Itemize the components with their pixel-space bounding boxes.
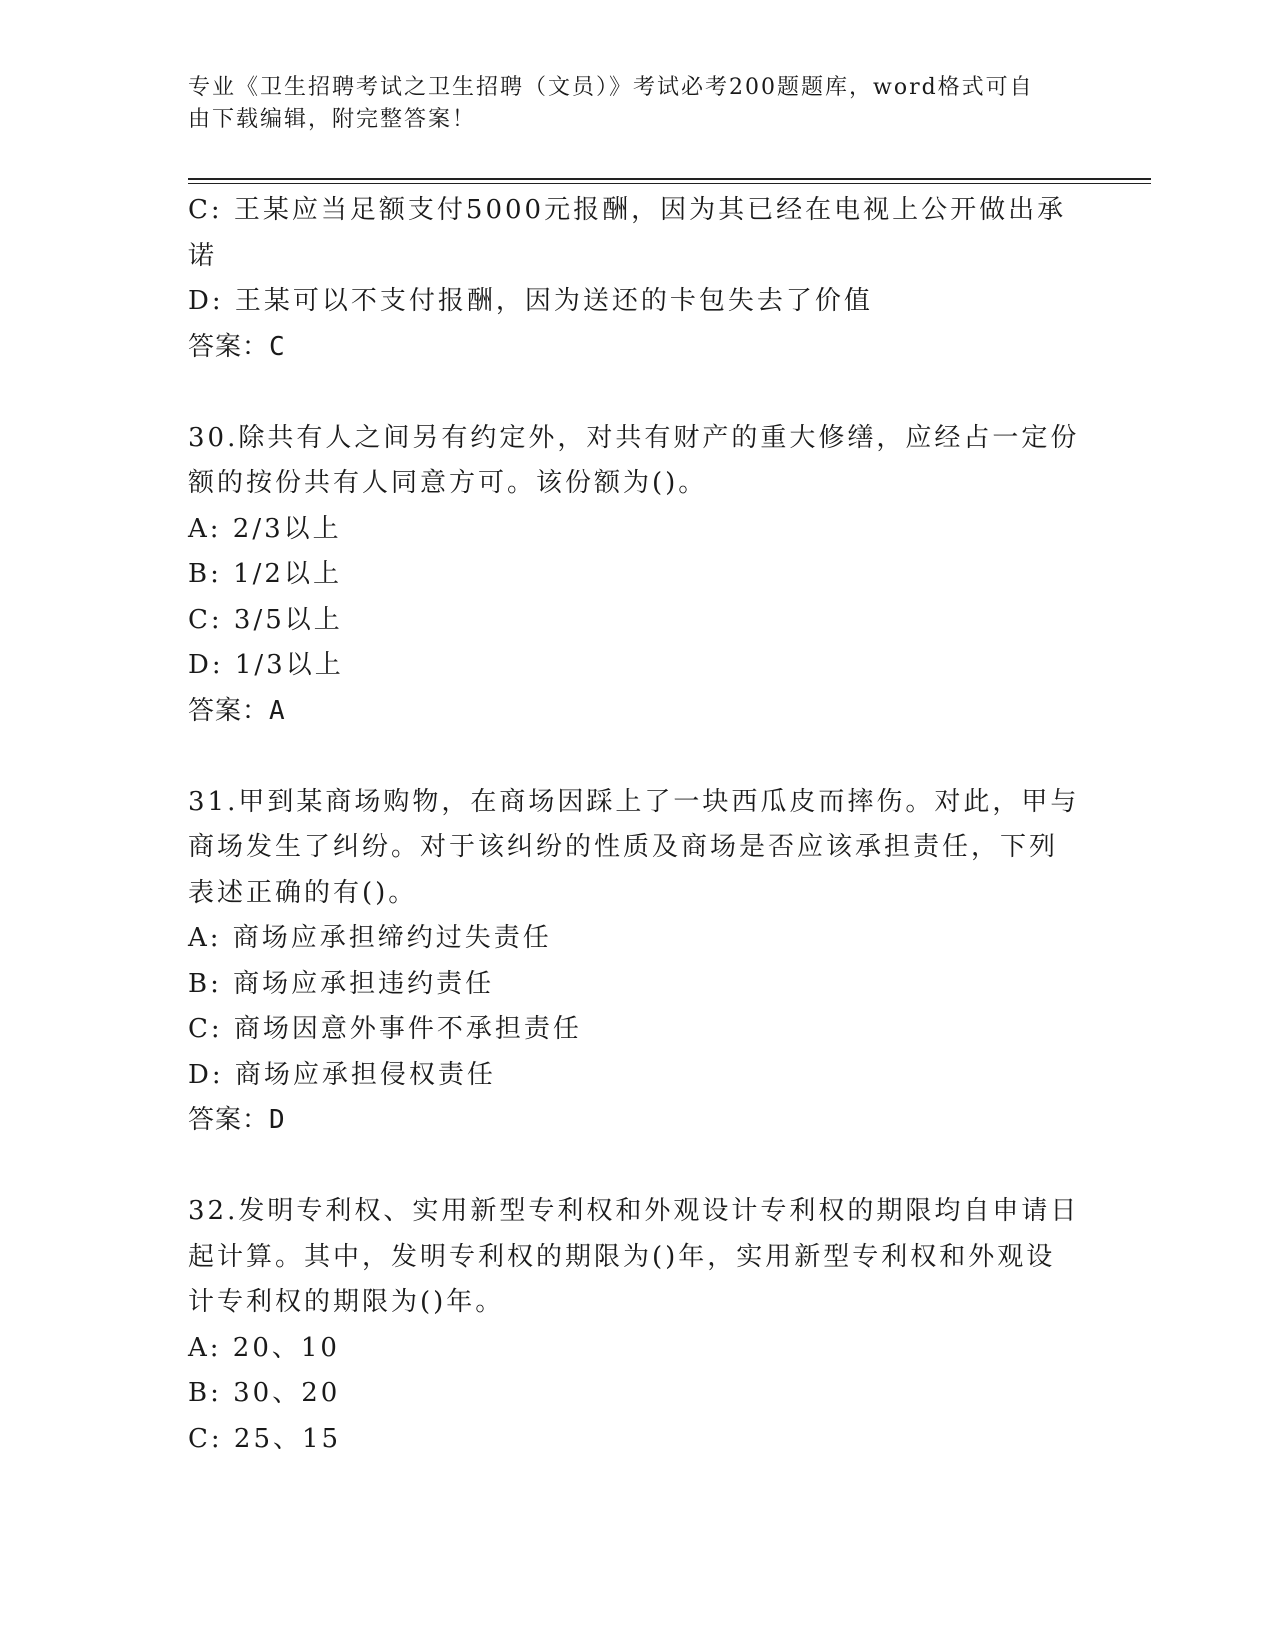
spacer <box>188 1144 1068 1190</box>
answer: 答案：D <box>188 1105 286 1135</box>
question-30 <box>188 416 1080 735</box>
question-29 <box>188 188 1068 370</box>
header-line-2: 由下载编辑，附完整答案！ <box>188 107 477 132</box>
question-content <box>188 188 1080 1462</box>
option-b: B: 商场应承担违约责任 <box>188 968 495 999</box>
question-stem-line-3: 表述正确的有()。 <box>188 877 418 908</box>
option-c-line-2: 诺 <box>188 240 218 271</box>
question-stem-line-3: 计专利权的期限为()年。 <box>188 1287 505 1317</box>
option-b: B: 30、20 <box>188 1378 341 1408</box>
header-divider-thin <box>188 183 1151 184</box>
header-divider-thick <box>188 178 1151 180</box>
question-stem-line-2: 起计算。其中，发明专利权的期限为()年，实用新型专利权和外观设 <box>188 1241 1056 1272</box>
question-stem-line-2: 额的按份共有人同意方可。该份额为()。 <box>188 468 708 498</box>
option-d: D: 1/3以上 <box>188 650 344 680</box>
spacer <box>188 734 1068 780</box>
question-stem-line-2: 商场发生了纠纷。对于该纠纷的性质及商场是否应该承担责任，下列 <box>188 832 1059 862</box>
document-header <box>188 72 1068 136</box>
option-a: A: 20、10 <box>188 1332 340 1363</box>
question-stem-line-1: 30.除共有人之间另有约定外，对共有财产的重大修缮，应经占一定份 <box>188 422 1080 453</box>
option-c-line-1: C: 王某应当足额支付5000元报酬，因为其已经在电视上公开做出承 <box>188 195 1067 225</box>
question-stem-line-1: 32.发明专利权、实用新型专利权和外观设计专利权的期限均自申请日 <box>188 1196 1080 1226</box>
option-c: C: 3/5以上 <box>188 604 343 635</box>
option-b: B: 1/2以上 <box>188 559 342 589</box>
question-32 <box>188 1189 1080 1462</box>
option-a: A: 2/3以上 <box>188 513 342 544</box>
option-c: C: 商场因意外事件不承担责任 <box>188 1014 582 1044</box>
option-c: C: 25、15 <box>188 1423 342 1454</box>
answer: 答案：C <box>188 331 286 362</box>
option-d: D: 商场应承担侵权责任 <box>188 1059 496 1090</box>
question-stem-line-1: 31.甲到某商场购物，在商场因踩上了一块西瓜皮而摔伤。对此，甲与 <box>188 786 1080 817</box>
header-line-1: 专业《卫生招聘考试之卫生招聘（文员）》考试必考200题题库，word格式可自 <box>188 75 1034 100</box>
spacer <box>188 370 1068 416</box>
option-d: D: 王某可以不支付报酬，因为送还的卡包失去了价值 <box>188 286 873 316</box>
option-a: A: 商场应承担缔约过失责任 <box>188 923 552 953</box>
answer: 答案：A <box>188 695 286 726</box>
question-31 <box>188 780 1080 1144</box>
